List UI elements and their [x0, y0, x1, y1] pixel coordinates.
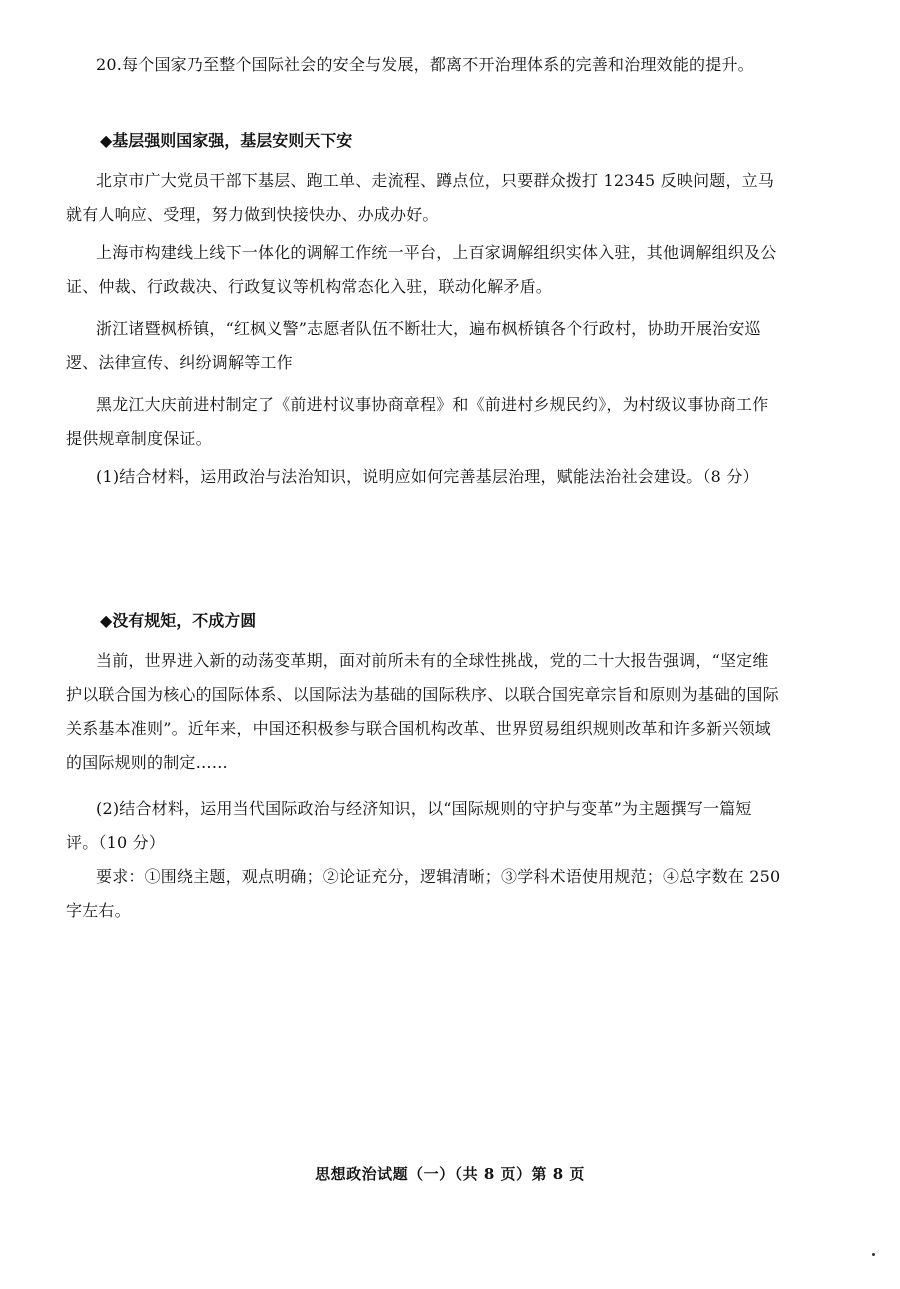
subquestion-1: (1)结合材料，运用政治与法治知识，说明应如何完善基层治理，赋能法治社会建设。（8 分）	[96, 467, 759, 486]
essay-requirements: 要求：①围绕主题，观点明确；②论证充分，逻辑清晰；③学科术语使用规范；④总字数在 250 字左右。	[66, 867, 781, 920]
material-paragraph-international: 当前，世界进入新的动荡变革期，面对前所未有的全球性挑战，党的二十大报告强调，“坚定维护以联合国为核心的国际体系、以国际法为基础的国际秩序、以联合国宪章宗旨和原则为基础的国际关系基本准则”。近年来，中国还积极参与联合国机构改革、世界贸易组织规则改革和许多新兴领域的国际规则的制定……	[66, 651, 779, 772]
section1-heading: ◆基层强则国家强，基层安则天下安	[100, 131, 353, 150]
question-stem: 20.每个国家乃至整个国际社会的安全与发展，都离不开治理体系的完善和治理效能的提升。	[96, 55, 754, 74]
material-paragraph-shanghai: 上海市构建线上线下一体化的调解工作统一平台，上百家调解组织实体入驻，其他调解组织及公证、仲裁、行政裁决、行政复议等机构常态化入驻，联动化解矛盾。	[66, 243, 777, 296]
subquestion-2: (2)结合材料，运用当代国际政治与经济知识，以“国际规则的守护与变革”为主题撰写一篇短评。（10 分）	[66, 799, 752, 852]
material-paragraph-heilongjiang: 黑龙江大庆前进村制定了《前进村议事协商章程》和《前进村乡规民约》，为村级议事协商工作提供规章制度保证。	[66, 395, 769, 448]
material-paragraph-beijing: 北京市广大党员干部下基层、跑工单、走流程、蹲点位，只要群众拨打 12345 反映问题，立马就有人响应、受理，努力做到快接快办、办成办好。	[66, 171, 775, 224]
material-paragraph-zhejiang: 浙江诸暨枫桥镇，“红枫义警”志愿者队伍不断壮大，遍布枫桥镇各个行政村，协助开展治安巡逻、法律宣传、纠纷调解等工作	[66, 319, 761, 372]
section2-heading: ◆没有规矩，不成方圆	[100, 611, 257, 630]
page-footer: 思想政治试题（一）（共 8 页）第 8 页	[315, 1165, 585, 1183]
scan-speck	[872, 1253, 875, 1256]
